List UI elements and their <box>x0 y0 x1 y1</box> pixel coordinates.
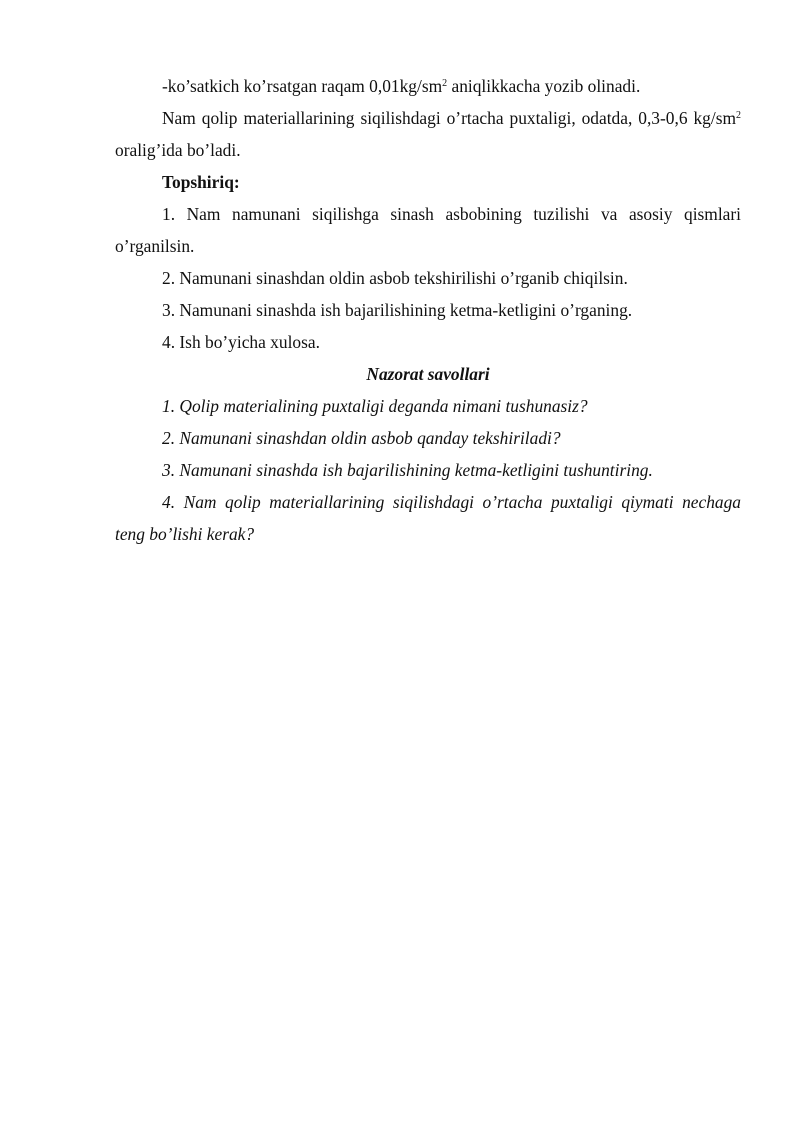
task-item: 1. Nam namunani siqilishga sinash asbobining tuzilishi va asosiy qismlari o’rganilsin. <box>115 204 741 256</box>
superscript-exponent: 2 <box>736 110 741 121</box>
task-item: 4. Ish bo’yicha xulosa. <box>162 332 320 352</box>
paragraph-reading-note <box>115 70 741 102</box>
questions-heading: Nazorat savollari <box>366 364 490 384</box>
document-body <box>115 70 741 550</box>
paragraph-strength-range <box>115 102 741 166</box>
superscript-exponent: 2 <box>442 78 448 89</box>
paragraph-text: -ko’satkich ko’rsatgan raqam 0,01kg/sm <box>162 76 443 96</box>
question-item: 3. Namunani sinashda ish bajarilishining ketma-ketligini tushuntiring. <box>162 460 653 480</box>
task-item: 2. Namunani sinashdan oldin asbob tekshirilishi o’rganib chiqilsin. <box>162 268 628 288</box>
paragraph-text: aniqlikkacha yozib olinadi. <box>447 76 641 96</box>
question-item: 2. Namunani sinashdan oldin asbob qanday tekshiriladi? <box>162 428 561 448</box>
question-item: 1. Qolip materialining puxtaligi deganda nimani tushunasiz? <box>162 396 588 416</box>
question-item: 4. Nam qolip materiallarining siqilishdagi o’rtacha puxtaligi qiymati nechaga teng bo’lishi kerak? <box>115 492 741 544</box>
paragraph-text: Nam qolip materiallarining siqilishdagi o’rtacha puxtaligi, odatda, 0,3-0,6 kg/sm <box>162 108 736 128</box>
paragraph-text: oralig’ida bo’ladi. <box>115 140 241 160</box>
task-heading: Topshiriq: <box>162 172 240 192</box>
task-item: 3. Namunani sinashda ish bajarilishining ketma-ketligini o’rganing. <box>162 300 633 320</box>
